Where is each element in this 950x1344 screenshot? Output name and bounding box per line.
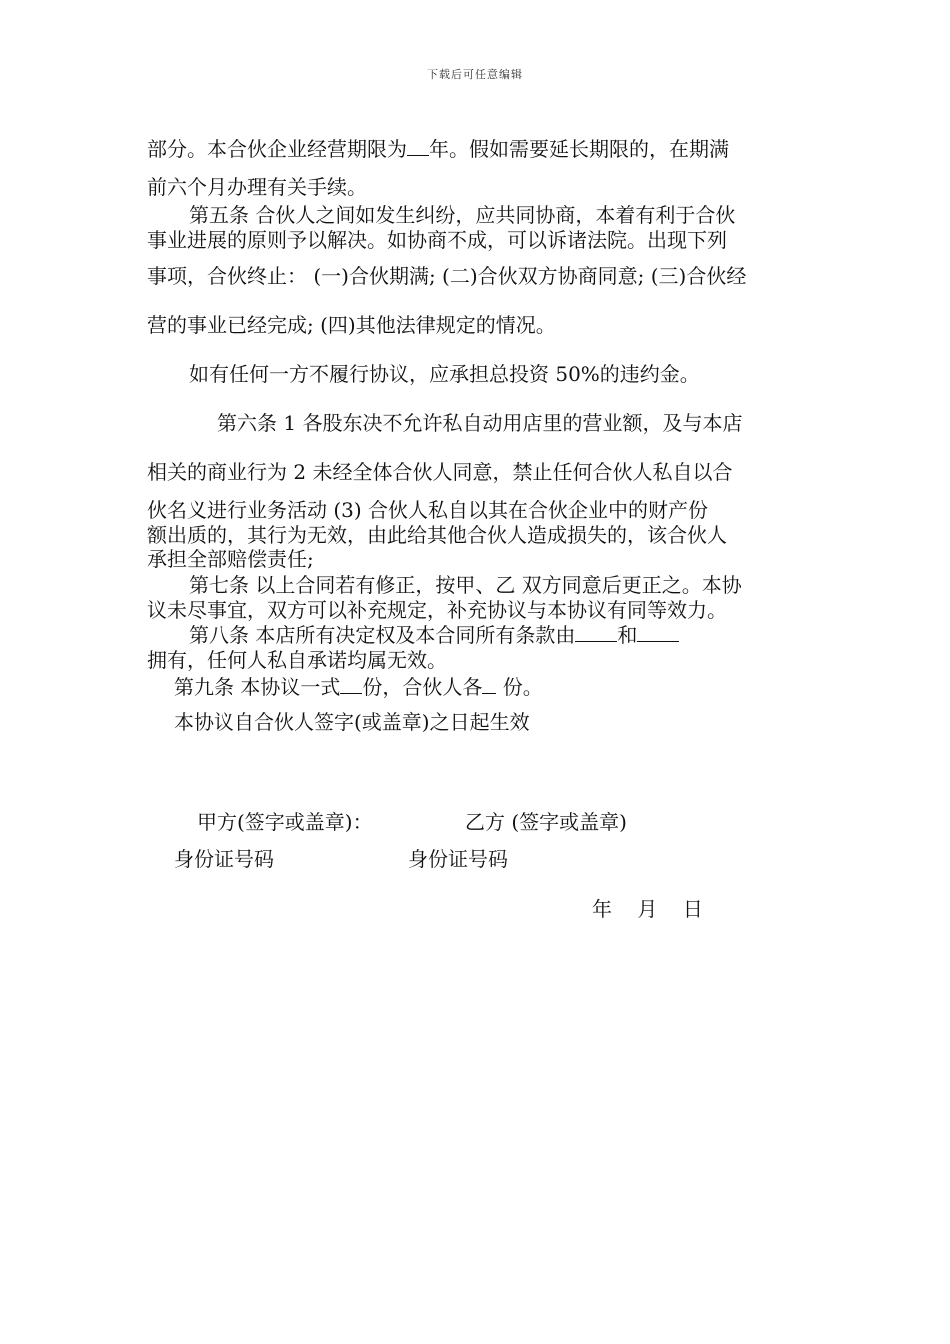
party-b-signature-label: 乙方 (签字或盖章) [465, 810, 627, 834]
paragraph-line: 相关的商业行为 2 未经全体合伙人同意，禁止任何合伙人私自以合 [147, 460, 733, 484]
paragraph-line: 前六个月办理有关手续。 [147, 175, 367, 199]
paragraph-line: 第六条 1 各股东决不允许私自动用店里的营业额，及与本店 [217, 411, 743, 435]
text-span: 第九条 本协议一式 [174, 675, 341, 699]
page-header: 下载后可任意编辑 [427, 68, 523, 81]
paragraph-line: 事项，合伙终止： (一)合伙期满; (二)合伙双方协商同意; (三)合伙经 [147, 264, 747, 288]
blank-field [637, 623, 679, 642]
paragraph-line [147, 137, 729, 161]
text-span: 第八条 本店所有决定权及本合同所有条款由 [189, 623, 576, 647]
text-span: 份，合伙人各 [362, 675, 483, 699]
paragraph-line: 伙名义进行业务活动 (3) 合伙人私自以其在合伙企业中的财产份 [147, 498, 709, 522]
blank-field [407, 137, 429, 156]
paragraph-line: 第七条 以上合同若有修正，按甲、乙 双方同意后更正之。本协 [189, 573, 742, 597]
text-span: 部分。本合伙企业经营期限为 [147, 137, 407, 161]
paragraph-line [189, 623, 679, 647]
paragraph-line: 如有任何一方不履行协议，应承担总投资 50%的违约金。 [189, 362, 700, 386]
paragraph-line: 承担全部赔偿责任; [147, 547, 314, 571]
party-b-id-label: 身份证号码 [408, 847, 508, 871]
blank-field [340, 675, 362, 694]
paragraph-line: 拥有，任何人私自承诺均属无效。 [147, 648, 447, 672]
text-span: 和 [617, 623, 638, 647]
party-a-id-label: 身份证号码 [174, 847, 274, 871]
date-label: 年 月 日 [592, 897, 703, 921]
paragraph-line: 第五条 合伙人之间如发生纠纷，应共同协商，本着有利于合伙 [189, 203, 736, 227]
text-span: 份。 [496, 675, 543, 699]
paragraph-line: 营的事业已经完成; (四)其他法律规定的情况。 [147, 313, 556, 337]
paragraph-line [174, 675, 543, 699]
paragraph-line: 额出质的，其行为无效，由此给其他合伙人造成损失的，该合伙人 [147, 523, 727, 547]
text-span: 年。假如需要延长期限的，在期满 [429, 137, 729, 161]
paragraph-line: 事业进展的原则予以解决。如协商不成，可以诉诸法院。出现下列 [147, 228, 727, 252]
blank-field [575, 623, 617, 642]
paragraph-line: 议未尽事宜，双方可以补充规定，补充协议与本协议有同等效力。 [147, 598, 727, 622]
blank-field [482, 675, 496, 694]
paragraph-line: 本协议自合伙人签字(或盖章)之日起生效 [174, 710, 530, 734]
party-a-signature-label: 甲方(签字或盖章)： [197, 810, 373, 834]
